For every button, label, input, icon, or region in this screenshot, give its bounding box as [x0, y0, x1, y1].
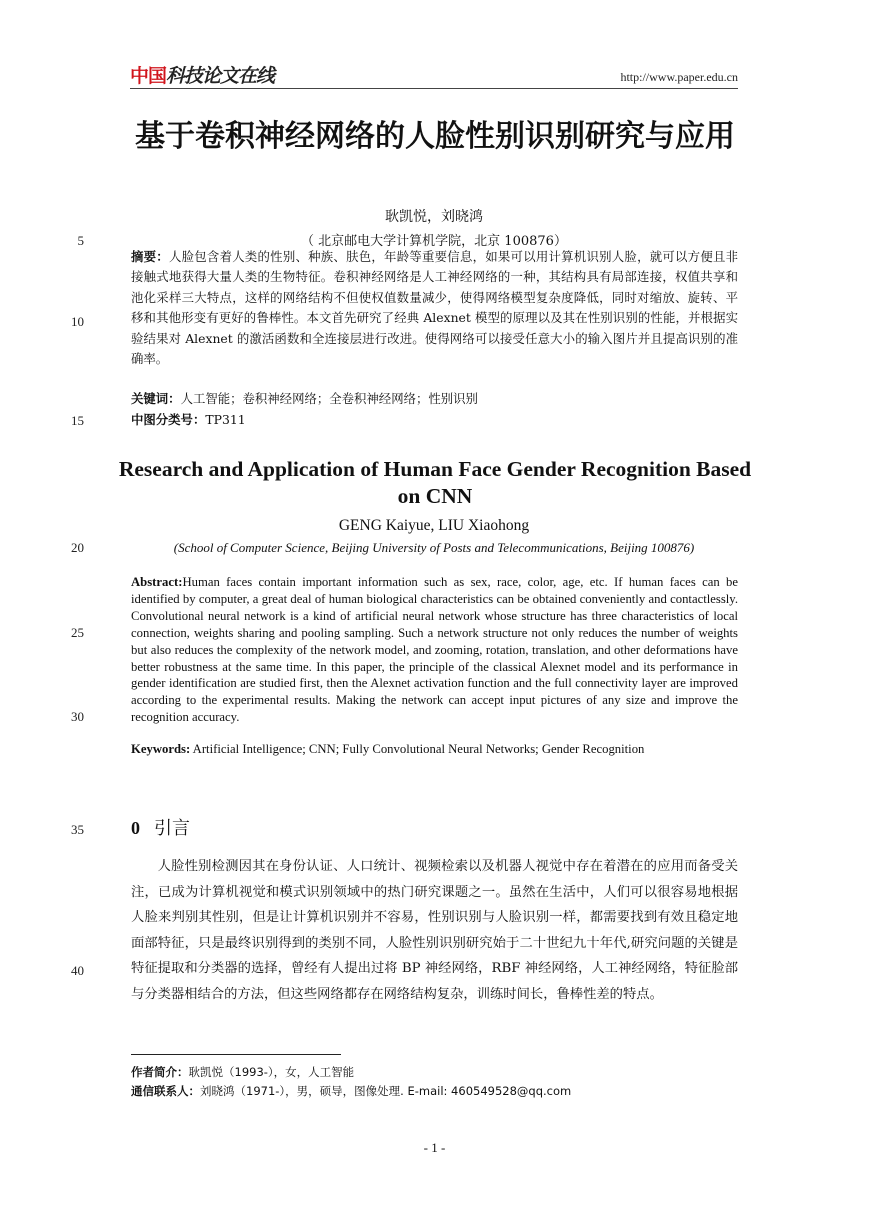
abstract-en: [131, 574, 738, 726]
paper-title-en: Research and Application of Human Face Gender Recognition Based on CNN: [118, 457, 752, 508]
footnote-contact: [131, 1083, 751, 1100]
intro-paragraph: 人脸性别检测因其在身份认证、人口统计、视频检索以及机器人视觉中存在着潜在的应用而备受关注，已成为计算机视觉和模式识别领域中的热门研究课题之一。虽然在生活中，人们可以很容易地根据人脸来判别其性别，但是让计算机识别并不容易，性别识别与人脸识别一样，都需要找到有效且稳定地面部特征，只是最终识别得到的类别不同，人脸性别识别研究始于二十世纪九十年代,研究问题的关键是特征提取和分类器的选择，曾经有人提出过将 BP 神经网络，RBF 神经网络，人工神经网络，特征脸部与分类器相结合的方法，但这些网络都存在网络结构复杂，训练时间长，鲁棒性差的特点。: [131, 859, 738, 1002]
abstract-cn: [131, 247, 738, 369]
journal-logo[interactable]: [130, 64, 274, 88]
keywords-cn-text: 人工智能；卷积神经网络；全卷积神经网络；性别识别: [180, 391, 478, 406]
authors-en: GENG Kaiyue, LIU Xiaohong: [338, 517, 530, 534]
keywords-cn: [131, 389, 738, 409]
classification-cn-text: TP311: [205, 412, 246, 427]
abstract-en-label: Abstract:: [131, 575, 183, 589]
header-url[interactable]: http://www.paper.edu.cn: [620, 70, 738, 84]
classification-cn: [131, 410, 738, 430]
section-number: 0: [131, 818, 140, 838]
abstract-en-text: Human faces contain important information such as sex, race, color, age, etc. If human faces can be identified by computer, a great deal of human biological characteristics can be obtained conveniently and contactlessly. Convolutional neural network is a kind of artificial neural network whose structure has three characteristics of local connection, weights sharing and pooling sampling. Such a network structure not only reduces the number of weights but also reduces the complexity of the network model, and zooming, rotation, translation, and other deformations have better robustness at the same time. In this paper, the principle of the classical Alexnet model and its performance in gender identification are studied first, then the Alexnet activation function and the full connectivity layer are improved according to the experimental results. Making the network can accept input pictures of any size and improve the recognition accuracy.: [131, 575, 738, 725]
affiliation-en-text: (School of Computer Science, Beijing University of Posts and Telecommunications, Beijing 100876): [173, 540, 695, 555]
logo-text-red: 中国: [130, 65, 167, 87]
line-number-5: 5: [77, 233, 84, 248]
abstract-cn-label: 摘要：: [131, 249, 169, 264]
page-number: - 1 -: [423, 1140, 446, 1155]
line-number-35: 35: [71, 822, 84, 837]
keywords-cn-label: 关键词：: [131, 391, 181, 406]
abstract-cn-text: 人脸包含着人类的性别、种族、肤色，年龄等重要信息，如果可以用计算机识别人脸，就可以方便且非接触式地获得大量人类的生物特征。卷积神经网络是人工神经网络的一种，其结构具有局部连接，权值共享和池化采样三大特点，这样的网络结构不但使权值数量减少，使得网络模型复杂度降低，同时对缩放、旋转、平移和其他形变有更好的鲁棒性。本文首先研究了经典 Alexnet 模型的原理以及其在性别识别的性能，并根据实验结果对 Alexnet 的激活函数和全连接层进行改进。使得网络可以接受任意大小的输入图片并且提高识别的准确率。: [131, 249, 739, 367]
line-number-20: 20: [71, 540, 84, 555]
paper-title-cn: 基于卷积神经网络的人脸性别识别研究与应用: [135, 119, 735, 154]
line-number-30: 30: [71, 709, 84, 724]
affiliation-en: [130, 539, 738, 556]
footnote-contact-label: 通信联系人：: [131, 1084, 200, 1098]
section-heading: [131, 814, 190, 840]
footnote-author-intro: [131, 1064, 751, 1081]
line-number-10: 10: [71, 314, 84, 329]
footnote-divider: [131, 1054, 341, 1055]
keywords-en: [131, 741, 738, 758]
logo-text-dark: 科技论文在线: [166, 65, 275, 87]
footnote-author-label: 作者简介：: [131, 1065, 189, 1079]
line-number-15: 15: [71, 413, 84, 428]
line-number-40: 40: [71, 963, 84, 978]
footnote-author-text: 耿凯悦（1993-），女，人工智能: [188, 1065, 355, 1079]
section-title: 引言: [154, 818, 190, 839]
line-number-25: 25: [71, 625, 84, 640]
authors-cn: 耿凯悦，刘晓鸿: [385, 209, 483, 225]
classification-cn-label: 中图分类号：: [131, 412, 206, 427]
footnote-contact-text: 刘晓鸿（1971-），男，硕导，图像处理. E-mail: 460549528@qq.com: [200, 1084, 572, 1098]
affiliation-cn: （ 北京邮电大学计算机学院，北京 100876）: [301, 234, 567, 249]
keywords-en-label: Keywords:: [131, 742, 191, 756]
page-header: [130, 64, 738, 89]
keywords-en-text: Artificial Intelligence; CNN; Fully Convolutional Neural Networks; Gender Recognition: [190, 742, 645, 756]
